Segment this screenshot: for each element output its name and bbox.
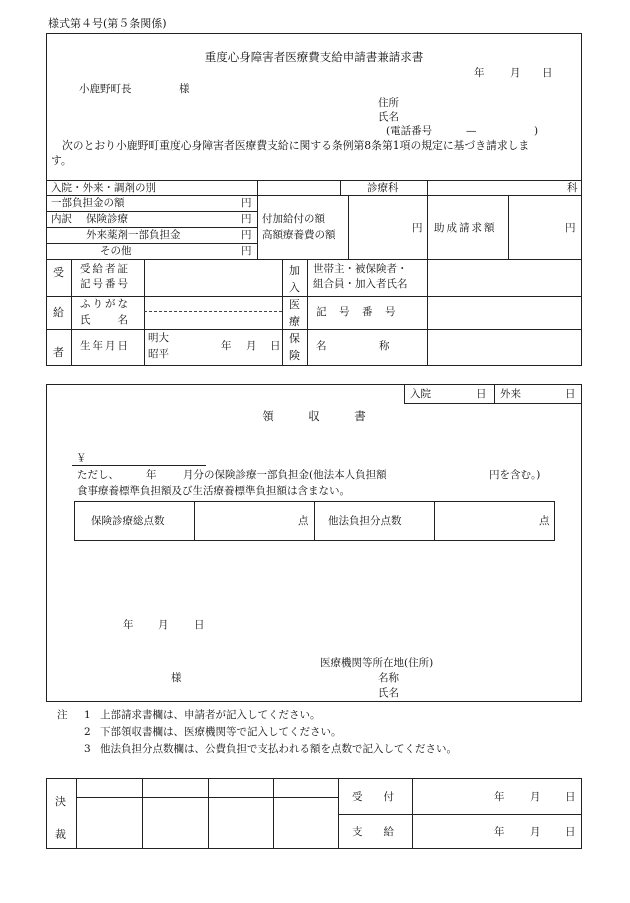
receipt-form <box>46 384 582 702</box>
request-date-year: 年 <box>474 67 485 79</box>
insurance-vertical-label <box>282 262 307 363</box>
received-year: 年 <box>494 791 505 803</box>
paid-year: 年 <box>494 826 505 838</box>
request-date-day: 日 <box>542 67 553 79</box>
cert-no-label1: 受給者証 <box>80 263 130 275</box>
receipt-date-day: 日 <box>194 619 205 631</box>
subsidy-yen: 円 <box>565 222 576 234</box>
recipient-char: 受 <box>53 266 64 279</box>
birth-day: 日 <box>270 340 281 352</box>
paid-day: 日 <box>565 826 576 838</box>
receipt-year: 年 <box>146 469 157 481</box>
total-points-unit: 点 <box>298 515 309 527</box>
receipt-date-year: 年 <box>123 619 134 631</box>
benefit-label2: 高額療養費の額 <box>262 229 336 241</box>
phone-label: (電話番号 <box>386 125 433 137</box>
receipt-outpatient-day: 日 <box>565 388 576 400</box>
addressee-honorific: 様 <box>179 83 190 95</box>
received-day: 日 <box>565 791 576 803</box>
approval-decide-char1: 決 <box>55 795 66 808</box>
type-label: 入院・外来・調剤の別 <box>51 182 156 194</box>
receipt-includes: 円を含む。) <box>489 469 541 481</box>
receipt-inpatient-label: 入院 <box>410 388 431 400</box>
other-points-label: 他法負担分点数 <box>328 515 402 527</box>
receipt-tadashi: ただし、 <box>77 469 119 481</box>
received-month: 月 <box>530 791 541 803</box>
paid-label: 支 給 <box>352 826 394 838</box>
total-points-label: 保険診療総点数 <box>91 515 165 527</box>
era1: 明大 <box>148 332 169 344</box>
symbol-label: 記 号 番 号 <box>316 306 397 318</box>
phone-close: ) <box>534 125 539 137</box>
head-label2: 組合員・加入者氏名 <box>313 278 408 290</box>
note-text: 上部請求書欄は、申請者が記入してください。 <box>100 709 321 721</box>
insurance-char: 険 <box>289 349 300 362</box>
breakdown-label: 内訳 <box>51 213 72 225</box>
birth-year: 年 <box>221 340 232 352</box>
request-title: 重度心身障害者医療費支給申請書兼請求書 <box>204 50 424 64</box>
birth-month: 月 <box>246 340 257 352</box>
receipt-meals-note: 食事療養標準負担額及び生活療養標準負担額は含まない。 <box>77 485 350 497</box>
form-number: 様式第４号(第５条関係) <box>48 17 167 30</box>
recipient-vertical-label <box>46 264 71 360</box>
copay-yen: 円 <box>241 197 252 209</box>
insurance-char: 入 <box>289 281 300 294</box>
cert-no-label2: 記号番号 <box>80 278 130 290</box>
receipt-honorific: 様 <box>171 672 182 684</box>
receipt-yen-mark: ￥ <box>76 452 87 464</box>
birth-label: 生年月日 <box>80 340 130 352</box>
institution-name-label: 名称 <box>378 672 399 684</box>
note-text: 他法負担分点数欄は、公費負担で支払われる額を点数で記入してください。 <box>100 743 457 755</box>
insurance-char: 医 <box>289 298 300 311</box>
note-no: 3 <box>84 743 91 755</box>
received-label: 受 付 <box>352 791 394 803</box>
insurance-char: 療 <box>289 315 300 328</box>
recipient-char: 給 <box>53 306 64 319</box>
benefit-label1: 付加給付の額 <box>262 213 325 225</box>
receipt-title: 領 収 書 <box>262 409 366 423</box>
dept-unit: 科 <box>567 182 578 194</box>
paid-month: 月 <box>530 826 541 838</box>
other-yen: 円 <box>241 245 252 257</box>
institution-person-label: 氏名 <box>378 687 399 699</box>
receipt-inpatient-day: 日 <box>476 388 487 400</box>
address-label: 住所 <box>378 97 399 109</box>
receipt-date-month: 月 <box>158 619 169 631</box>
notes-label: 注 <box>57 709 68 721</box>
name-label: 氏名 <box>378 111 399 123</box>
name-row-label: 名 称 <box>316 340 390 352</box>
head-label1: 世帯主・被保険者・ <box>313 263 408 275</box>
note-no: 2 <box>84 726 91 738</box>
note-text: 下部領収書欄は、医療機関等で記入してください。 <box>100 726 342 738</box>
phone-dash: — <box>466 125 477 137</box>
addressee: 小鹿野町長 <box>79 83 132 95</box>
request-body-line2: す。 <box>51 154 72 167</box>
insurance-label: 保険診療 <box>86 213 128 225</box>
insurance-char: 加 <box>289 264 300 277</box>
request-date-month: 月 <box>510 67 521 79</box>
request-body-line1: 次のとおり小鹿野町重度心身障害者医療費支給に関する条例第8条第1項の規定に基づき請求しま <box>62 139 530 152</box>
approval-decide-char2: 裁 <box>55 828 66 841</box>
benefit-yen: 円 <box>412 222 423 234</box>
dept-label: 診療科 <box>367 182 399 194</box>
insurance-char: 保 <box>289 332 300 345</box>
insurance-yen: 円 <box>241 213 252 225</box>
recipient-char: 者 <box>53 346 64 359</box>
other-points-unit: 点 <box>539 515 550 527</box>
subsidy-label: 助成請求額 <box>434 222 497 234</box>
era2: 昭平 <box>148 348 169 360</box>
other-label: その他 <box>100 245 132 257</box>
institution-address-label: 医療機関等所在地(住所) <box>320 657 434 669</box>
receipt-month-text: 月分の保険診療一部負担金(他法本人負担額 <box>183 469 387 481</box>
copay-label: 一部負担金の額 <box>51 197 125 209</box>
receipt-outpatient-label: 外来 <box>500 388 521 400</box>
furigana-label: ふりがな <box>80 298 130 310</box>
note-no: 1 <box>84 709 91 721</box>
outpatient-drug-yen: 円 <box>241 229 252 241</box>
outpatient-drug-label: 外来薬剤一部負担金 <box>86 229 181 241</box>
shimei-label: 氏 名 <box>80 314 130 326</box>
